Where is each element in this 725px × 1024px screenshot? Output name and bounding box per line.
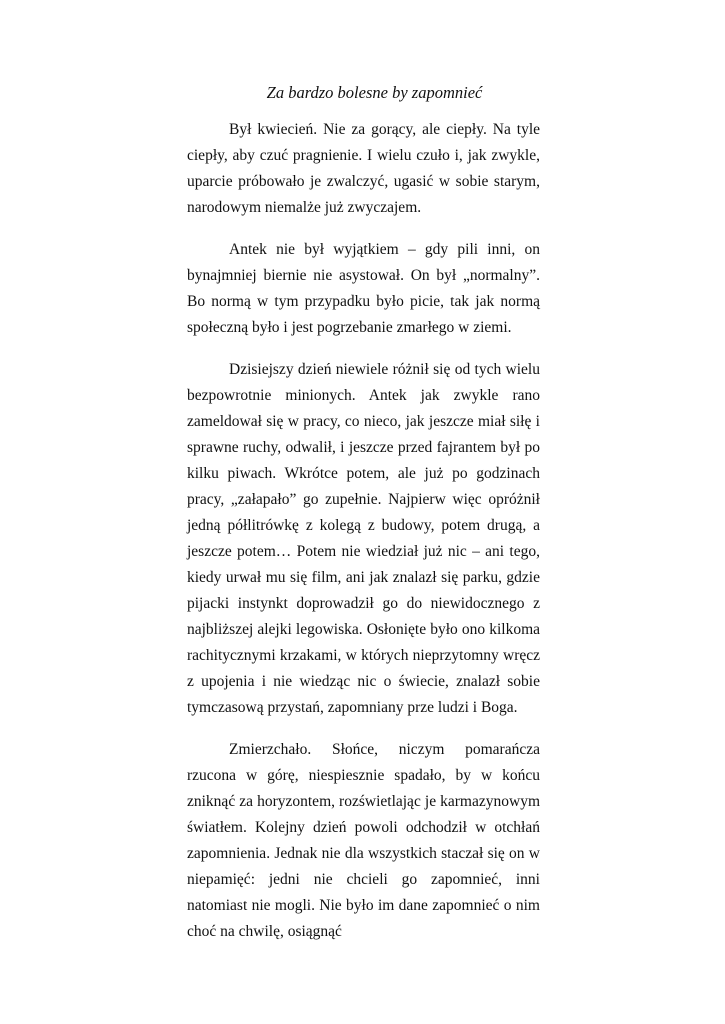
paragraph-3: Dzisiejszy dzień niewiele różnił się od tych wielu bezpowrotnie minionych. Antek jak zwykle rano zameldował się w pracy, co nieco, jak jeszcze miał siłę i sprawne ruchy, odwalił, i jeszcze przed fajrantem był po kilku piwach. Wkrótce potem, ale już po godzinach pracy, „załapało” go zupełnie. Najpierw więc opróżnił jedną półlitrówkę z kolegą z budowy, potem drugą, a jeszcze potem… Potem nie wiedział już nic – ani tego, kiedy urwał mu się film, ani jak znalazł się parku, gdzie pijacki instynkt doprowadził go do niewidocznego z najbliższej alejki legowiska. Osłonięte było ono kilkoma rachitycznymi krzakami, w których nieprzytomny wręcz z upojenia i nie wiedząc nic o świecie, znalazł sobie tymczasową przystań, zapomniany prze ludzi i Boga. <box>187 361 540 716</box>
document-page <box>187 80 540 945</box>
paragraph-4: Zmierzchało. Słońce, niczym pomarańcza rzucona w górę, niespiesznie spadało, by w końcu zniknąć za horyzontem, rozświetlając je karmazynowym światłem. Kolejny dzień powoli odchodził w otchłań zapomnienia. Jednak nie dla wszystkich staczał się on w niepamięć: jedni nie chcieli go zapomnieć, inni natomiast nie mogli. Nie było im dane zapomnieć o nim choć na chwilę, osiągnąć <box>187 741 540 940</box>
document-title: Za bardzo bolesne by zapomnieć <box>266 83 483 102</box>
paragraph-2: Antek nie był wyjątkiem – gdy pili inni, on bynajmniej biernie nie asystował. On był „normalny”. Bo normą w tym przypadku było picie, tak jak normą społeczną było i jest pogrzebanie zmarłego w ziemi. <box>187 241 540 336</box>
paragraph-1: Był kwiecień. Nie za gorący, ale ciepły. Na tyle ciepły, aby czuć pragnienie. I wielu czuło i, jak zwykle, uparcie próbowało je zwalczyć, ugasić w sobie starym, narodowym niemalże już zwyczajem. <box>187 121 540 216</box>
